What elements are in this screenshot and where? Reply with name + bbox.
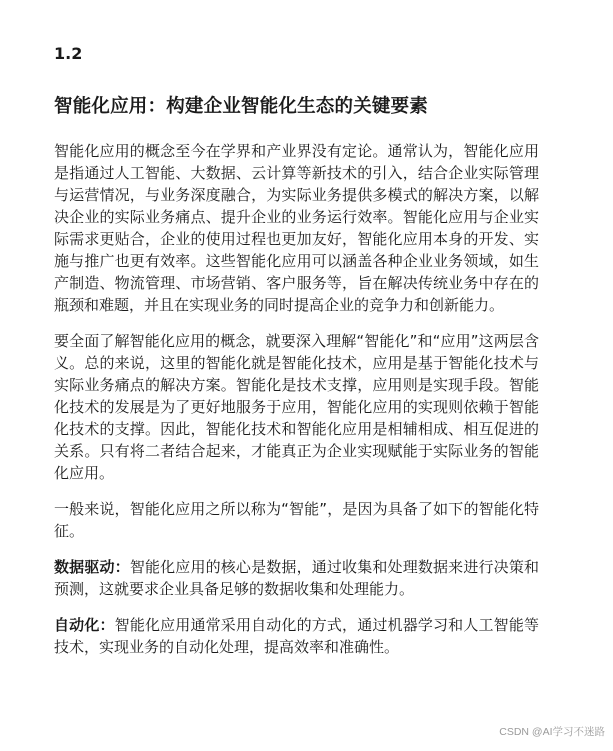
feature-description: 智能化应用的核心是数据，通过收集和处理数据来进行决策和预测，这就要求企业具备足够的数据收集和处理能力。 (54, 558, 539, 598)
section-title: 智能化应用：构建企业智能化生态的关键要素 (54, 96, 429, 117)
paragraph-concept: 要全面了解智能化应用的概念，就要深入理解“智能化”和“应用”这两层含义。总的来说，这里的智能化就是智能化技术，应用是基于智能化技术与实际业务痛点的解决方案。智能化是技术支撑，应用则是实现手段。智能化技术的发展是为了更好地服务于应用，智能化应用的实现则依赖于智能化技术的支撑。因此，智能化技术和智能化应用是相辅相成、相互促进的关系。只有将二者结合起来，才能真正为企业实现赋能于实际业务的智能化应用。 (54, 332, 539, 482)
section-number: 1.2 (54, 44, 83, 63)
feature-description: 智能化应用通常采用自动化的方式，通过机器学习和人工智能等技术，实现业务的自动化处理，提高效率和准确性。 (54, 616, 539, 656)
paragraph-features-intro: 一般来说，智能化应用之所以称为“智能”，是因为具备了如下的智能化特征。 (54, 500, 539, 540)
feature-term: 数据驱动： (54, 558, 130, 576)
paragraph-definition: 智能化应用的概念至今在学界和产业界没有定论。通常认为，智能化应用是指通过人工智能、大数据、云计算等新技术的引入，结合企业实际管理与运营情况，与业务深度融合，为实际业务提供多模式的解决方案，以解决企业的实际业务痛点、提升企业的业务运行效率。智能化应用与企业实际需求更贴合，企业的使用过程也更加友好，智能化应用本身的开发、实施与推广也更有效率。这些智能化应用可以涵盖各种企业业务领域，如生产制造、物流管理、市场营销、客户服务等，旨在解决传统业务中存在的瓶颈和难题，并且在实现业务的同时提高企业的竞争力和创新能力。 (54, 142, 539, 314)
feature-data-driven (54, 556, 539, 600)
feature-automation (54, 614, 539, 658)
watermark-text: CSDN @AI学习不迷路 (499, 726, 605, 738)
feature-term: 自动化： (54, 616, 115, 634)
